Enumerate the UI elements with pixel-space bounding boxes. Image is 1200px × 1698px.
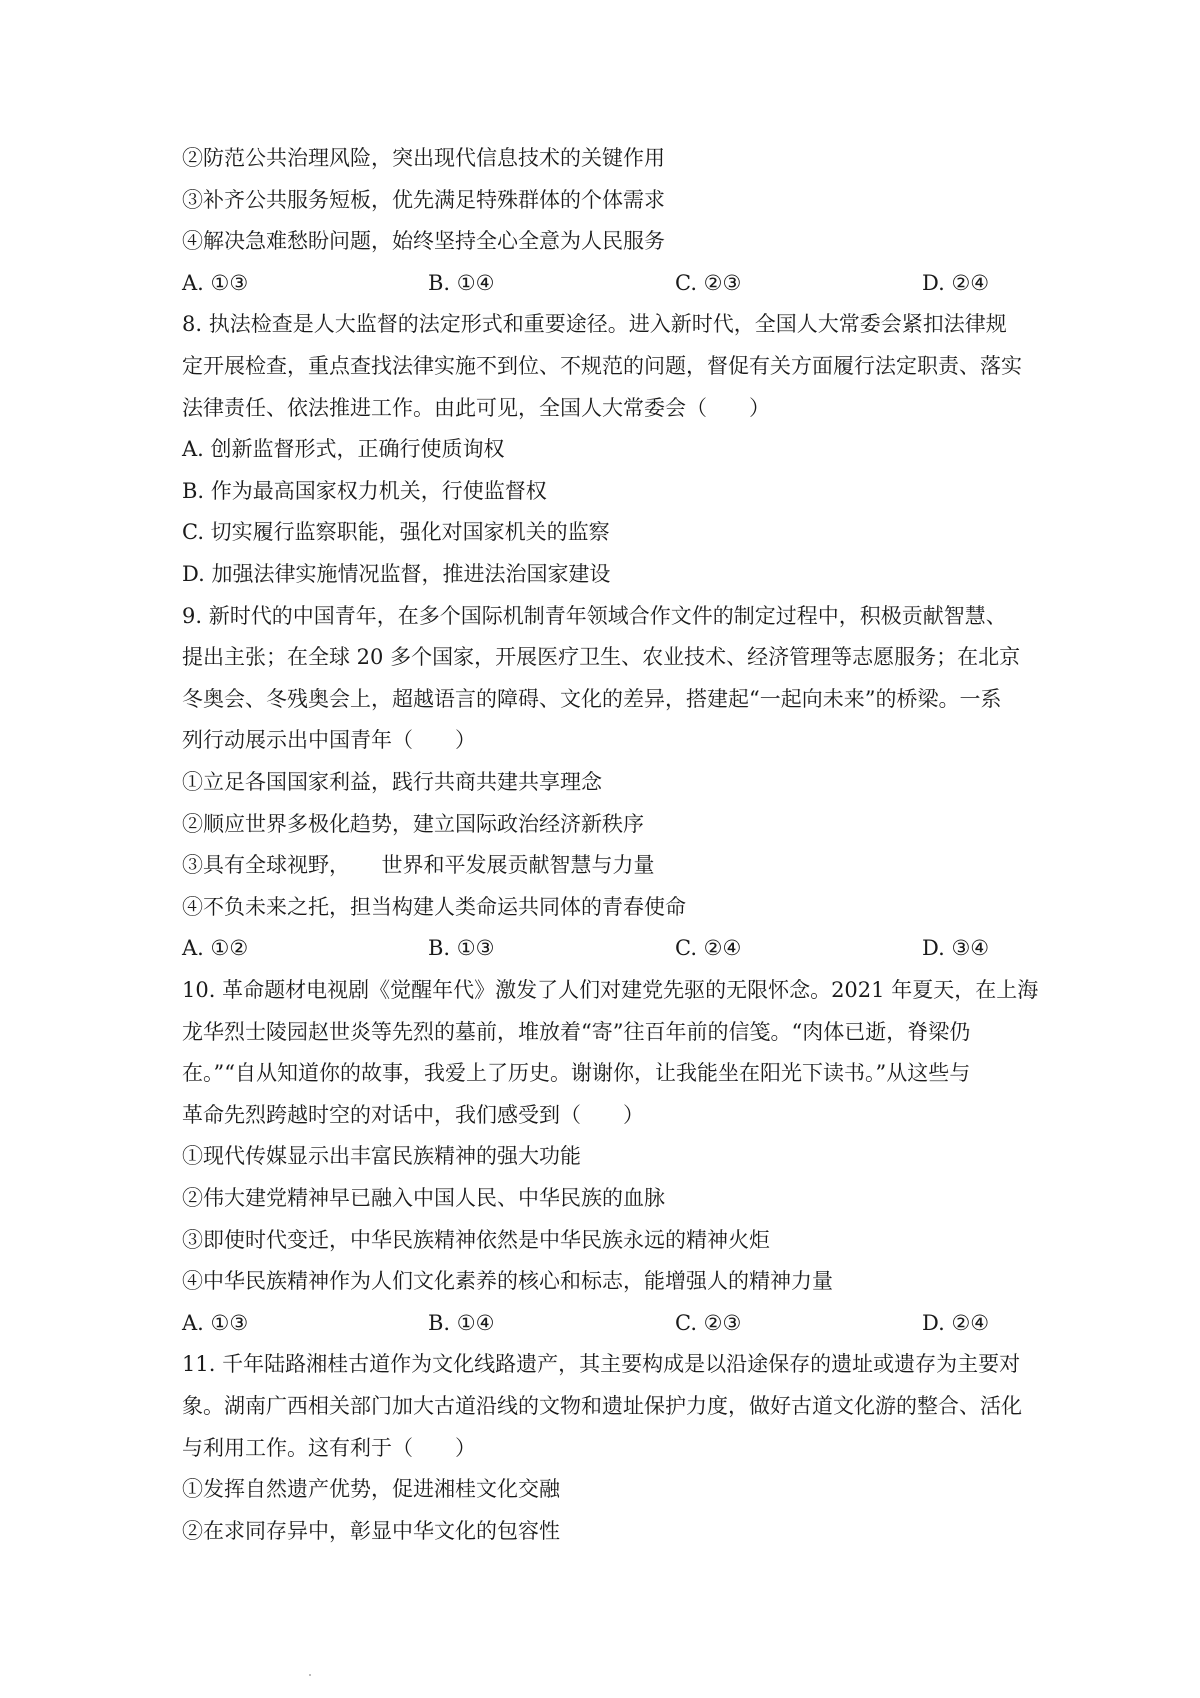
scan-speck: [309, 1674, 311, 1676]
text-line: ②伟大建党精神早已融入中国人民、中华民族的血脉: [182, 1186, 665, 1210]
text-line: ①发挥自然遗产优势，促进湘桂文化交融: [182, 1477, 560, 1501]
text-line: ③即使时代变迁，中华民族精神依然是中华民族永远的精神火炬: [182, 1228, 770, 1252]
text-line: C. 切实履行监察职能，强化对国家机关的监察: [182, 520, 610, 544]
answer-option: D. ③④: [922, 936, 990, 960]
text-line: 定开展检查，重点查找法律实施不到位、不规范的问题，督促有关方面履行法定职责、落实: [182, 354, 1022, 378]
text-line: 龙华烈士陵园赵世炎等先烈的墓前，堆放着“寄”往百年前的信笺。“肉体已逝，脊梁仍: [182, 1020, 971, 1044]
text-line: 8. 执法检查是人大监督的法定形式和重要途径。进入新时代，全国人大常委会紧扣法律规: [182, 312, 1007, 336]
text-line: ③补齐公共服务短板，优先满足特殊群体的个体需求: [182, 188, 665, 212]
text-line: ②防范公共治理风险，突出现代信息技术的关键作用: [182, 146, 665, 170]
text-line: ④不负未来之托，担当构建人类命运共同体的青春使命: [182, 895, 686, 919]
answer-option: C. ②③: [675, 271, 742, 295]
text-line: ①现代传媒显示出丰富民族精神的强大功能: [182, 1144, 581, 1168]
text-line: B. 作为最高国家权力机关，行使监督权: [182, 479, 547, 503]
text-line: 列行动展示出中国青年（ ）: [182, 728, 476, 752]
answer-option: C. ②③: [675, 1311, 742, 1335]
answer-option: A. ①②: [182, 936, 249, 960]
text-line: 冬奥会、冬残奥会上，超越语言的障碍、文化的差异，搭建起“一起向未来”的桥梁。一系: [182, 687, 1002, 711]
text-line: ②在求同存异中，彰显中华文化的包容性: [182, 1519, 560, 1543]
answer-option: D. ②④: [922, 1311, 990, 1335]
text-line: 提出主张；在全球 20 多个国家，开展医疗卫生、农业技术、经济管理等志愿服务；在北京: [182, 645, 1021, 669]
text-line: 在。”“自从知道你的故事，我爱上了历史。谢谢你，让我能坐在阳光下读书。”从这些与: [182, 1061, 971, 1085]
text-line: 法律责任、依法推进工作。由此可见，全国人大常委会（ ）: [182, 396, 770, 420]
answer-option: D. ②④: [922, 271, 990, 295]
text-line: ②顺应世界多极化趋势，建立国际政治经济新秩序: [182, 812, 644, 836]
answer-option: B. ①③: [428, 936, 495, 960]
answer-option: A. ①③: [182, 271, 249, 295]
text-line: 10. 革命题材电视剧《觉醒年代》激发了人们对建党先驱的无限怀念。2021 年夏天，在上海: [182, 978, 1039, 1002]
text-line: ④中华民族精神作为人们文化素养的核心和标志，能增强人的精神力量: [182, 1269, 833, 1293]
text-line: A. 创新监督形式，正确行使质询权: [182, 437, 505, 461]
text-line: ③具有全球视野， 世界和平发展贡献智慧与力量: [182, 853, 655, 877]
text-line: 11. 千年陆路湘桂古道作为文化线路遗产，其主要构成是以沿途保存的遗址或遗存为主要对: [182, 1352, 1021, 1376]
text-line: 9. 新时代的中国青年，在多个国际机制青年领域合作文件的制定过程中，积极贡献智慧、: [182, 604, 1007, 628]
text-line: D. 加强法律实施情况监督，推进法治国家建设: [182, 562, 611, 586]
text-line: 革命先烈跨越时空的对话中，我们感受到（ ）: [182, 1103, 644, 1127]
text-line: 象。湖南广西相关部门加大古道沿线的文物和遗址保护力度，做好古道文化游的整合、活化: [182, 1394, 1022, 1418]
text-line: ①立足各国国家利益，践行共商共建共享理念: [182, 770, 602, 794]
text-line: 与利用工作。这有利于（ ）: [182, 1436, 476, 1460]
text-line: ④解决急难愁盼问题，始终坚持全心全意为人民服务: [182, 229, 665, 253]
answer-option: C. ②④: [675, 936, 742, 960]
answer-option: B. ①④: [428, 271, 495, 295]
answer-option: A. ①③: [182, 1311, 249, 1335]
answer-option: B. ①④: [428, 1311, 495, 1335]
